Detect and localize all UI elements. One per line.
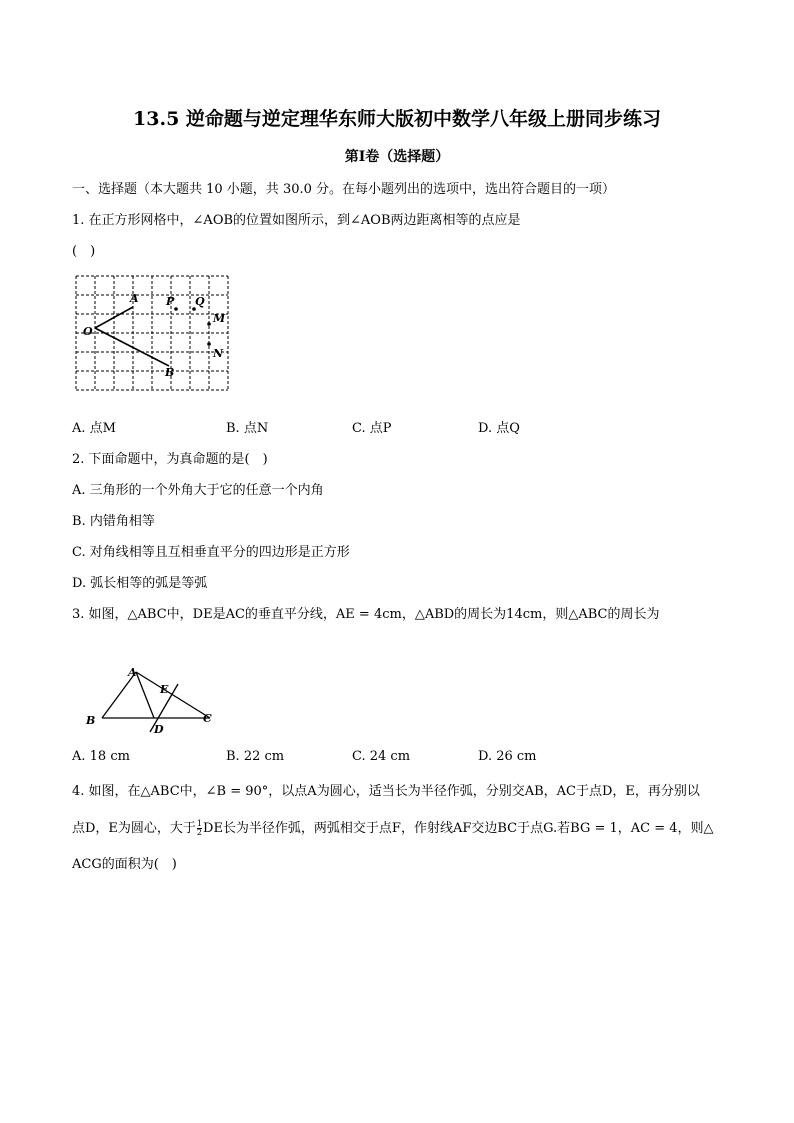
q4-line-2-start: 点D，E为圆心，大于 bbox=[72, 821, 196, 836]
point-P bbox=[174, 307, 178, 311]
side-AC bbox=[136, 672, 210, 718]
q4-line-1: 4. 如图，在△ABC中，∠B = 90°，以点A为圆心，适当长为半径作弧，分别交AB，AC于点D，E，再分别以 bbox=[72, 784, 700, 799]
q1-option-b[interactable]: B. 点N bbox=[226, 421, 269, 436]
ray-OB bbox=[95, 328, 169, 366]
q2-option-a[interactable]: A. 三角形的一个外角大于它的任意一个内角 bbox=[72, 483, 324, 498]
point-N bbox=[207, 342, 211, 346]
grid-lines bbox=[76, 276, 228, 390]
q2-option-d[interactable]: D. 弧长相等的弧是等弧 bbox=[72, 576, 208, 591]
q3-stem: 3. 如图，△ABC中，DE是AC的垂直平分线，AE = 4cm，△ABD的周长为14cm，则△ABC的周长为 bbox=[72, 607, 660, 622]
label-E: E bbox=[160, 683, 169, 696]
label-A: A bbox=[128, 666, 137, 679]
label-O: O bbox=[83, 325, 93, 338]
q2-stem: 2. 下面命题中，为真命题的是( ) bbox=[72, 452, 268, 467]
label-D: D bbox=[154, 723, 164, 736]
q1-option-c[interactable]: C. 点P bbox=[352, 421, 392, 436]
q3-option-a[interactable]: A. 18 cm bbox=[72, 749, 130, 764]
label-A: A bbox=[130, 292, 139, 305]
ray-OA bbox=[95, 307, 133, 328]
label-P: P bbox=[166, 295, 175, 308]
label-B: B bbox=[86, 714, 96, 727]
q3-option-b[interactable]: B. 22 cm bbox=[226, 749, 285, 764]
q1-paren: ( ) bbox=[72, 244, 96, 259]
q1-option-d[interactable]: D. 点Q bbox=[478, 421, 520, 436]
point-M bbox=[207, 322, 211, 326]
q3-option-c[interactable]: C. 24 cm bbox=[352, 749, 411, 764]
q1-stem: 1. 在正方形网格中，∠AOB的位置如图所示，到∠AOB两边距离相等的点应是 bbox=[72, 213, 521, 228]
q2-option-c[interactable]: C. 对角线相等且互相垂直平分的四边形是正方形 bbox=[72, 545, 350, 560]
q1-option-a[interactable]: A. 点M bbox=[72, 421, 116, 436]
label-B: B bbox=[165, 366, 175, 379]
label-M: M bbox=[213, 312, 226, 325]
q3-triangle-figure bbox=[80, 662, 220, 738]
section-heading: 一、选择题（本大题共 10 小题，共 30.0 分。在每小题列出的选项中，选出符合题目的一项） bbox=[72, 182, 616, 197]
segment-AD bbox=[136, 672, 154, 718]
section-subtitle: 第Ⅰ卷（选择题） bbox=[344, 149, 450, 165]
label-Q: Q bbox=[195, 295, 205, 308]
fraction-one-half: $\frac{1}{2}$ bbox=[196, 819, 203, 837]
q4-line-3: ACG的面积为( ) bbox=[72, 857, 177, 872]
label-C: C bbox=[203, 712, 212, 725]
q4-line-2-end: DE长为半径作弧，两弧相交于点F，作射线AF交边BC于点G.若BG = 1，AC = 4，则△ bbox=[203, 821, 714, 836]
q1-grid-figure bbox=[72, 272, 232, 398]
page-title: 13.5 逆命题与逆定理华东师大版初中数学八年级上册同步练习 bbox=[133, 108, 661, 130]
q2-option-b[interactable]: B. 内错角相等 bbox=[72, 514, 155, 529]
q3-option-d[interactable]: D. 26 cm bbox=[478, 749, 537, 764]
label-N: N bbox=[213, 347, 224, 360]
q4-line-2 bbox=[72, 817, 714, 837]
